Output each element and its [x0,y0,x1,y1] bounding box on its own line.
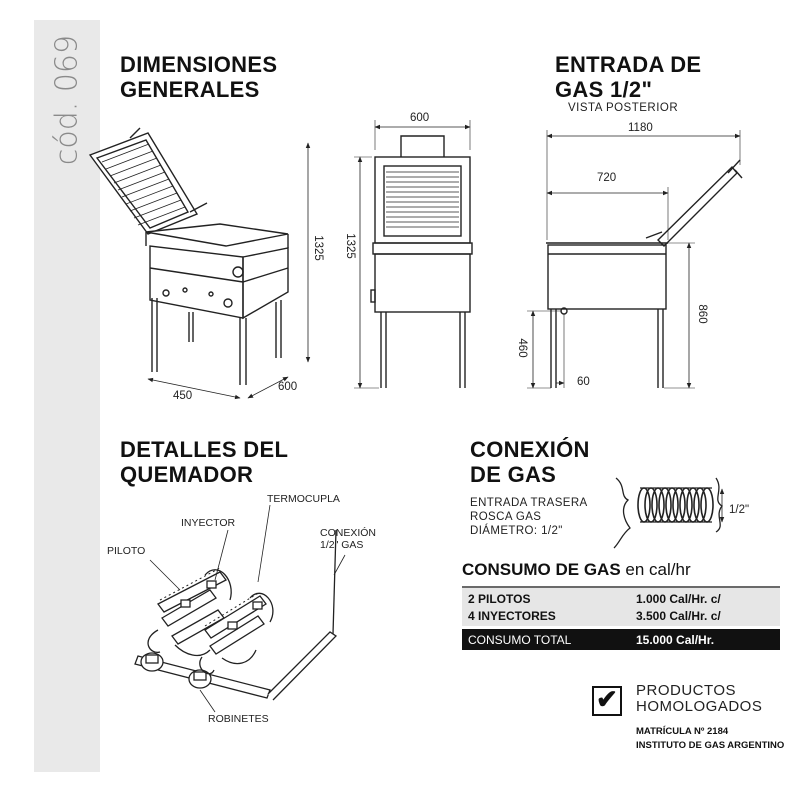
consumption-row [462,606,780,625]
row-label: 4 INYECTORES [468,609,556,623]
isometric-fryer-drawing [90,128,308,398]
heading-entrada-gas: ENTRADA DE GAS 1/2" [555,52,702,102]
homologation-check-icon: ✔ [592,686,622,716]
dim-height-iso: 1325 [312,235,324,261]
gas-hose-drawing [614,478,722,548]
dim-inlet-height: 460 [516,338,528,358]
heading-detalles-quemador: DETALLES DEL QUEMADOR [120,437,289,487]
dim-front-height: 1325 [344,233,356,259]
row-label: 2 PILOTOS [468,592,531,606]
matricula-label: MATRÍCULA Nº 2184 [636,726,729,737]
dim-front-width: 600 [410,112,430,124]
heading-conexion-gas: CONEXIÓN DE GAS [470,437,590,487]
label-piloto: PILOTO [107,545,146,557]
consumption-title-unit: en cal/hr [620,560,691,579]
front-view-drawing [354,120,472,388]
consumption-title-bold: CONSUMO DE GAS [462,560,621,579]
side-view-drawing [527,130,742,388]
homologation-title: PRODUCTOS HOMOLOGADOS [636,682,763,715]
label-conexion: CONEXIÓN 1/2" GAS [320,527,377,551]
label-robinetes: ROBINETES [208,713,269,725]
consumption-title [462,560,691,580]
heading-dimensiones: DIMENSIONES GENERALES [120,52,278,102]
product-code: cód. 069 [49,34,85,166]
dim-side-partial: 720 [597,172,617,184]
vista-posterior-label: VISTA POSTERIOR [568,102,679,114]
total-value: 15.000 Cal/Hr. [636,633,715,647]
label-termocupla: TERMOCUPLA [267,493,340,505]
institute-label: INSTITUTO DE GAS ARGENTINO [636,740,785,751]
dim-width-iso: 450 [173,390,193,402]
dim-inlet-offset: 60 [577,376,590,388]
dim-side-total: 1180 [628,122,653,134]
row-value: 3.500 Cal/Hr. c/ [636,609,721,623]
burner-detail-drawing [135,505,345,712]
gas-connection-description: ENTRADA TRASERA ROSCA GAS DIÁMETRO: 1/2" [470,497,588,537]
label-inyector: INYECTOR [181,517,236,529]
gas-connection-size: 1/2" [729,504,750,516]
row-value: 1.000 Cal/Hr. c/ [636,592,721,606]
consumption-total-row [462,629,780,650]
total-label: CONSUMO TOTAL [468,633,572,647]
dim-depth-iso: 600 [278,381,298,393]
dim-side-height: 860 [696,304,708,324]
